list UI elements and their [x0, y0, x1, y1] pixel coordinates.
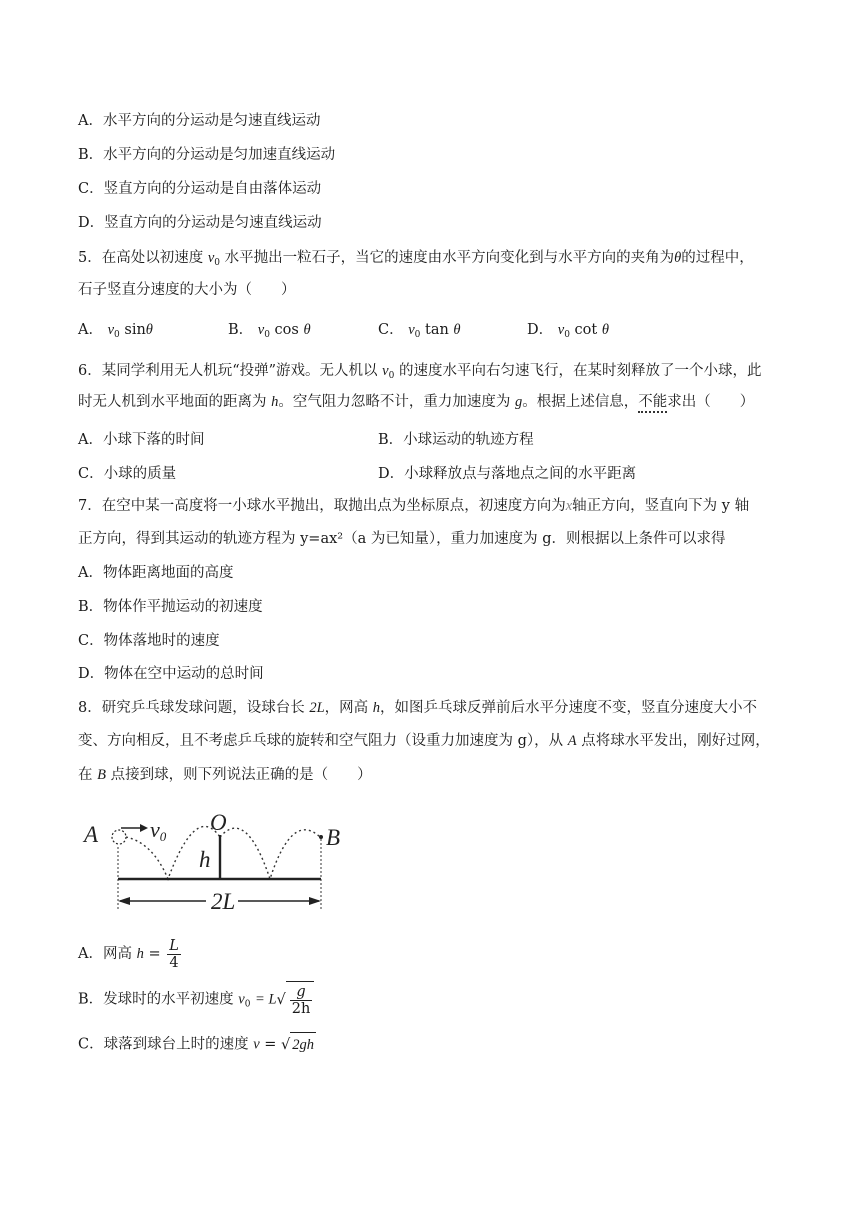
- q6-stem-line1: 6．某同学利用无人机玩“投弹”游戏。无人机以 $v_0$ 的速度水平向右匀速飞行，在某时刻释放了一个小球，此: [78, 363, 762, 381]
- q4-option-c: C．竖直方向的分运动是自由落体运动: [78, 181, 322, 197]
- figure-label-v0: v0: [150, 817, 167, 844]
- q5-stem-line1: 5．在高处以初速度 $v_0$ 水平抛出一粒石子，当它的速度由水平方向变化到与水平方向的夹角为θ的过程中，: [78, 250, 754, 268]
- q7-option-c: C．物体落地时的速度: [78, 633, 220, 649]
- q4-option-d: D．竖直方向的分运动是匀速直线运动: [78, 215, 322, 231]
- q8-stem-line3: 在 B 点接到球，则下列说法正确的是（ ）: [78, 767, 372, 783]
- figure-label-a: A: [84, 822, 99, 847]
- q5-option-b: B． $v_0$ cos θ: [228, 322, 311, 340]
- q7-option-a: A．物体距离地面的高度: [78, 565, 234, 581]
- q8-stem-line1: 8．研究乒乓球发球问题，设球台长 2L，网高 h，如图乒乓球反弹前后水平分速度不变，竖直分速度大小不: [78, 700, 758, 716]
- q6-options-row2: [78, 462, 798, 482]
- figure-label-h: h: [199, 847, 211, 872]
- q5-option-c: C． $v_0$ tan θ: [378, 322, 461, 340]
- q4-option-b: B．水平方向的分运动是匀加速直线运动: [78, 147, 336, 163]
- q6-option-c: C．小球的质量: [78, 466, 177, 482]
- q5-options: [78, 318, 798, 338]
- q4-option-a: A．水平方向的分运动是匀速直线运动: [78, 113, 321, 129]
- q8-option-b: B．发球时的水平初速度 $v_0 = L√$ $\frac{g}{2h}$: [78, 981, 314, 1023]
- q6-option-a: A．小球下落的时间: [78, 432, 205, 448]
- figure-label-b: B: [326, 825, 341, 850]
- figure-label-o: O: [210, 810, 227, 835]
- q7-stem-line2: 正方向，得到其运动的轨迹方程为 y=ax²（a 为已知量），重力加速度为 g．则根据以上条件可以求得: [78, 531, 726, 547]
- q6-stem-line2: 时无人机到水平地面的距离为 h。空气阻力忽略不计，重力加速度为 g。根据上述信息，不能求出（ ）: [78, 392, 754, 412]
- q7-option-d: D．物体在空中运动的总时间: [78, 666, 264, 682]
- emphasis-not: 不能: [638, 394, 667, 413]
- q5-stem-line2: 石子竖直分速度的大小为（ ）: [78, 282, 296, 298]
- q6-option-d: D．小球释放点与落地点之间的水平距离: [378, 466, 637, 482]
- figure-label-2l: 2L: [211, 889, 236, 913]
- q8-stem-line2: 变、方向相反，且不考虑乒乓球的旋转和空气阻力（设重力加速度为 g），从 A 点将球水平发出，刚好过网，: [78, 733, 770, 749]
- q8-option-a: A．网高 h = $\frac{L}{4}$: [78, 937, 179, 971]
- q5-option-a: A． $v_0$ sinθ: [78, 322, 153, 340]
- q6-options-row1: [78, 428, 798, 448]
- q7-stem-line1: 7．在空中某一高度将一小球水平抛出，取抛出点为坐标原点，初速度方向为x轴正方向，竖直向下为 y 轴: [78, 498, 750, 514]
- q7-option-b: B．物体作平抛运动的初速度: [78, 599, 263, 615]
- ping-pong-figure: [78, 805, 358, 913]
- q6-option-b: B．小球运动的轨迹方程: [378, 432, 534, 448]
- q5-option-d: D． $v_0$ cot θ: [527, 322, 609, 340]
- q8-option-c: C．球落到球台上时的速度 v = √ 2gh: [78, 1032, 316, 1057]
